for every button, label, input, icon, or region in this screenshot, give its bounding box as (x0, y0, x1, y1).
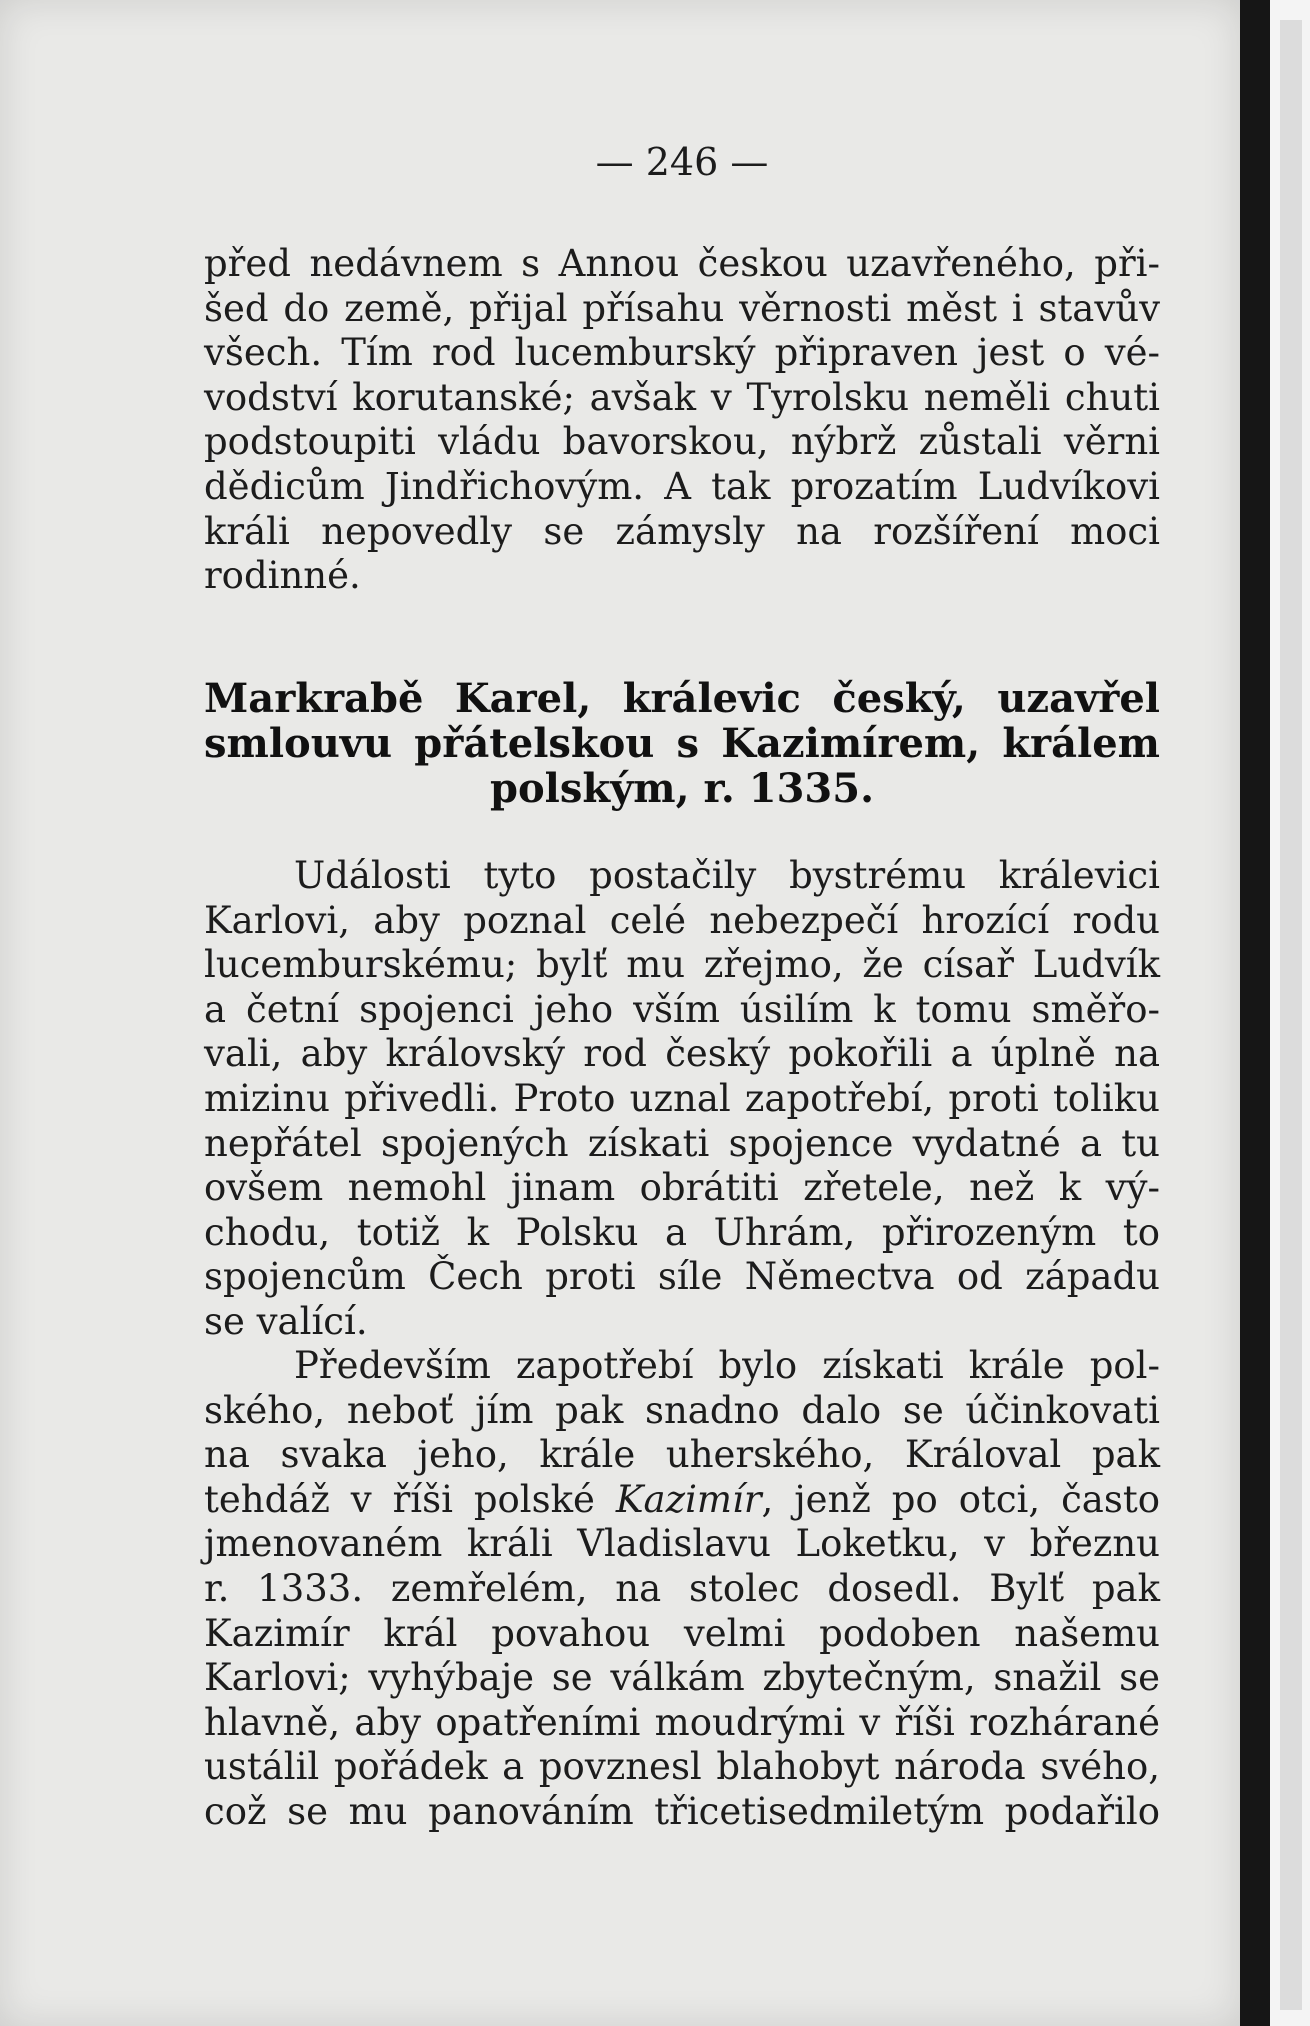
text-line: ustálil pořádek a povznesl blahobyt národa svého, (204, 1745, 1160, 1789)
text-line: na svaka jeho, krále uherského, Královal pak (204, 1433, 1160, 1477)
text-line: před nedávnem s Annou českou uzavřeného, při- (204, 242, 1160, 285)
text-line: tehdáž v říši polské Kazimír, jenž po otci, často (204, 1477, 1160, 1521)
text-line: rodinné. (204, 554, 361, 598)
text-line: spojencům Čech proti síle Němectva od západu (204, 1255, 1160, 1299)
text-line: dědicům Jindřichovým. A tak prozatím Ludvíkovi (204, 464, 1160, 508)
text-line: vodství korutanské; avšak v Tyrolsku neměli chuti (204, 375, 1160, 419)
text-line: šed do země, přijal přísahu věrnosti měst i stavův (204, 286, 1160, 330)
paragraph-1 (204, 242, 1160, 599)
page-number: — 246 — (595, 140, 769, 184)
paragraph-3 (204, 1344, 1160, 1835)
text-line: králi nepovedly se zámysly na rozšíření moci (204, 509, 1160, 553)
text-line: podstoupiti vládu bavorskou, nýbrž zůstali věrni (204, 420, 1160, 464)
text-line: a četní spojenci jeho vším úsilím k tomu směřo- (204, 987, 1160, 1031)
text-line: chodu, totiž k Polsku a Uhrám, přirozeným to (204, 1210, 1160, 1254)
text-line: všech. Tím rod lucemburský připraven jest o vé- (204, 331, 1160, 375)
text-line: vali, aby královský rod český pokořili a úplně na (204, 1032, 1160, 1076)
text-line: Kazimír král povahou velmi podoben našemu (204, 1611, 1160, 1655)
text-line: nepřátel spojených získati spojence vydatné a tu (204, 1121, 1160, 1165)
heading-line: Markrabě Karel, králevic český, uzavřel (204, 675, 1160, 722)
adjacent-page-edge (1280, 20, 1302, 2010)
page-binding-shadow (1240, 0, 1270, 2026)
text-line: Karlovi, aby poznal celé nebezpečí hrozící rodu (204, 898, 1160, 942)
heading-line: polským, r. 1335. (489, 765, 874, 812)
paragraph-2 (204, 854, 1160, 1345)
text-line: Události tyto postačily bystrému králevici (294, 854, 1160, 897)
text-line: r. 1333. zemřelém, na stolec dosedl. Bylť pak (204, 1566, 1160, 1610)
text-line: ského, neboť jím pak snadno dalo se účinkovati (204, 1388, 1160, 1432)
text-line: se valící. (204, 1299, 368, 1343)
text-line: mizinu přivedli. Proto uznal zapotřebí, proti toliku (204, 1076, 1160, 1120)
text-line: Karlovi; vyhýbaje se válkám zbytečným, snažil se (204, 1656, 1160, 1700)
section-heading (204, 676, 1160, 811)
text-line: Především zapotřebí bylo získati krále pol- (294, 1344, 1160, 1387)
text-line: ovšem nemohl jinam obrátiti zřetele, než k vý- (204, 1166, 1160, 1210)
italic-name: Kazimír (615, 1477, 762, 1521)
text-line: jmenovaném králi Vladislavu Loketku, v březnu (204, 1522, 1160, 1566)
heading-line: smlouvu přátelskou s Kazimírem, králem (204, 720, 1160, 767)
text-line: což se mu panováním třicetisedmiletým podařilo (204, 1789, 1160, 1833)
text-line: lucemburskému; bylť mu zřejmo, že císař Ludvík (204, 943, 1160, 987)
text-line: hlavně, aby opatřeními moudrými v říši rozhárané (204, 1700, 1160, 1744)
